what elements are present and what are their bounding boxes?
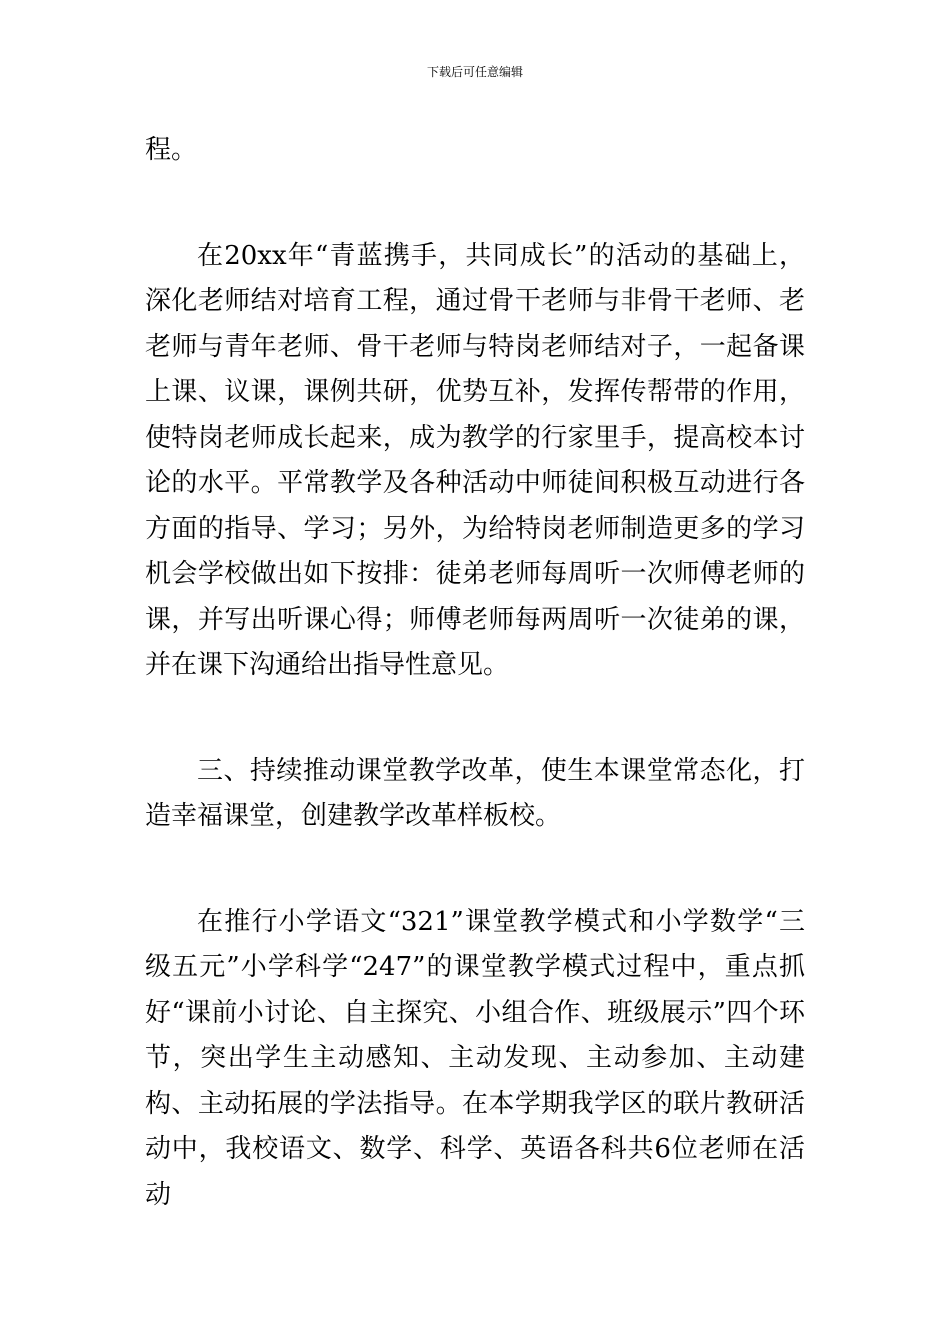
paragraph-continuation: 程。 [145,135,198,165]
page-header: 下载后可任意编辑 [426,65,523,79]
paragraph-gap [145,174,805,234]
section-heading-three: 三、持续推动课堂教学改革，使生本课堂常态化，打造幸福课堂，创建教学改革样板校。 [145,755,805,831]
paragraph-teaching-reform: 在推行小学语文“321”课堂教学模式和小学数学“三级五元”小学科学“247”的课堂教学模式过程中，重点抓好“课前小讨论、自主探究、小组合作、班级展示”四个环节，突出学生主动感知、主动发现、主动参加、主动建构、主动拓展的学法指导。在本学期我学区的联片教研活动中，我校语文、数学、科学、英语各科共6位老师在活动 [145,906,805,1210]
document-body [145,128,805,1218]
paragraph-gap [145,689,805,749]
paragraph-gap [145,840,805,900]
paragraph-mentoring: 在20xx年“青蓝携手，共同成长”的活动的基础上，深化老师结对培育工程，通过骨干老师与非骨干老师、老老师与青年老师、骨干老师与特岗老师结对子，一起备课上课、议课，课例共研，优势互补，发挥传帮带的作用，使特岗老师成长起来，成为教学的行家里手，提高校本讨论的水平。平常教学及各种活动中师徒间积极互动进行各方面的指导、学习；另外，为给特岗老师制造更多的学习机会学校做出如下按排：徒弟老师每周听一次师傅老师的课，并写出听课心得；师傅老师每两周听一次徒弟的课，并在课下沟通给出指导性意见。 [145,240,805,680]
